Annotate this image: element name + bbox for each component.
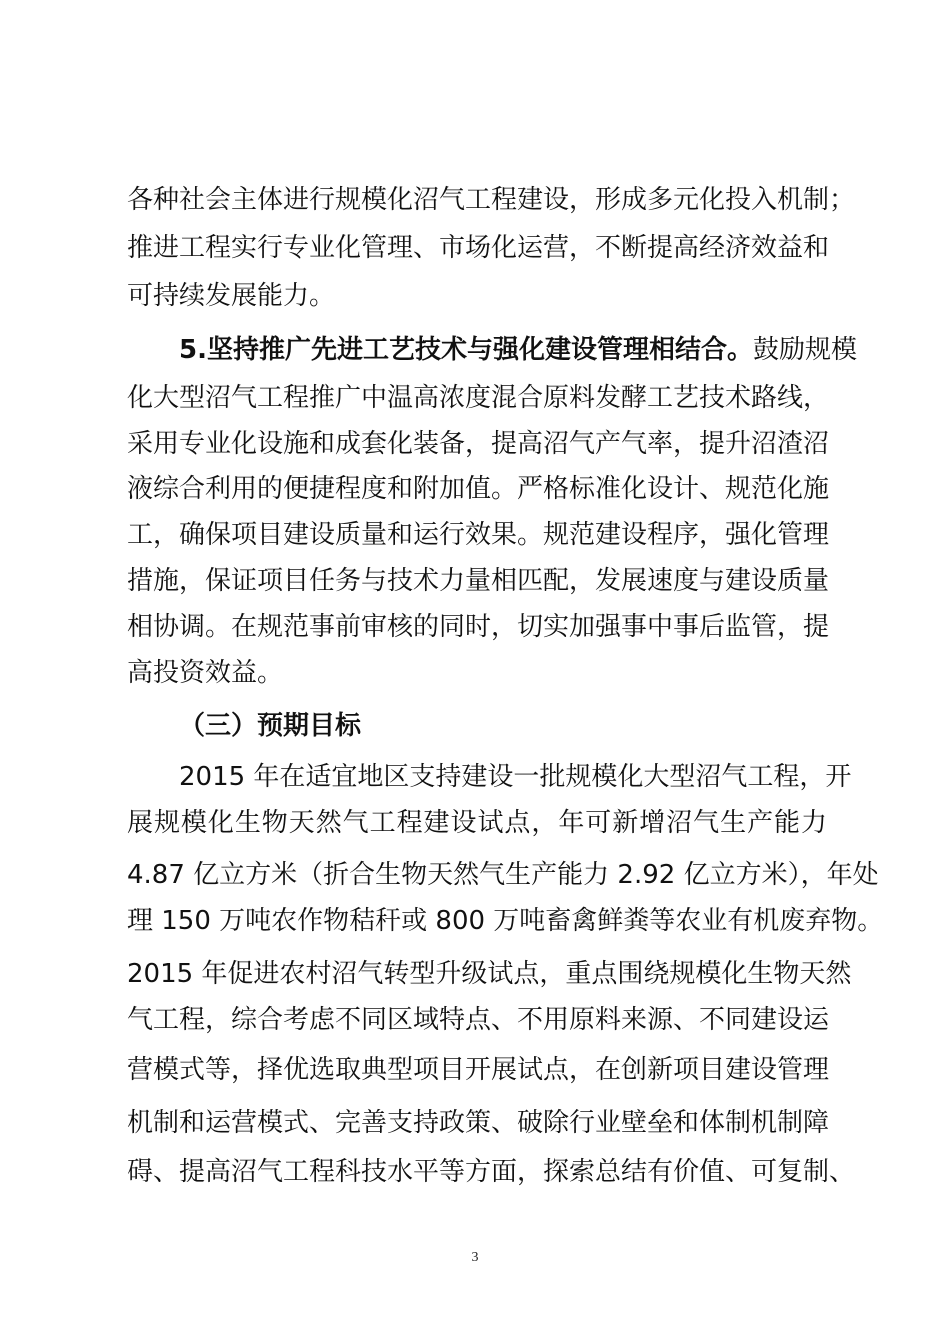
text-line: 展规模化生物天然气工程建设试点，年可新增沼气生产能力	[127, 808, 827, 838]
principle-5-paragraph-start	[179, 333, 857, 367]
text-line: 工，确保项目建设质量和运行效果。规范建设程序，强化管理	[127, 520, 830, 550]
page-number: 3	[471, 1250, 479, 1265]
text-line: 2015 年在适宜地区支持建设一批规模化大型沼气工程，开	[179, 762, 852, 792]
text-line: 推进工程实行专业化管理、市场化运营，不断提高经济效益和	[127, 233, 830, 263]
text-line: 高投资效益。	[127, 658, 284, 688]
text-line: 2015 年促进农村沼气转型升级试点，重点围绕规模化生物天然	[127, 959, 852, 989]
section-heading: （三）预期目标	[179, 711, 362, 741]
text-line: 4.87 亿立方米（折合生物天然气生产能力 2.92 亿立方米），年处	[127, 860, 879, 890]
text-line: 各种社会主体进行规模化沼气工程建设，形成多元化投入机制；	[127, 185, 856, 215]
text-line: 采用专业化设施和成套化装备，提高沼气产气率，提升沼渣沼	[127, 429, 830, 459]
text-line: 可持续发展能力。	[127, 281, 336, 311]
text-line: 理 150 万吨农作物秸秆或 800 万吨畜禽鲜粪等农业有机废弃物。	[127, 906, 884, 936]
text-line: 气工程，综合考虑不同区域特点、不用原料来源、不同建设运	[127, 1005, 830, 1035]
text-line: 化大型沼气工程推广中温高浓度混合原料发酵工艺技术路线，	[127, 383, 830, 413]
text-line: 碍、提高沼气工程科技水平等方面，探索总结有价值、可复制、	[127, 1157, 856, 1187]
principle-5-lead: 鼓励规模	[752, 335, 857, 365]
text-line: 液综合利用的便捷程度和附加值。严格标准化设计、规范化施	[127, 474, 830, 504]
text-line: 相协调。在规范事前审核的同时，切实加强事中事后监管，提	[127, 612, 830, 642]
text-line: 措施，保证项目任务与技术力量相匹配，发展速度与建设质量	[127, 566, 830, 596]
text-line: 营模式等，择优选取典型项目开展试点，在创新项目建设管理	[127, 1055, 830, 1085]
text-line: 机制和运营模式、完善支持政策、破除行业壁垒和体制机制障	[127, 1108, 830, 1138]
principle-5-heading: 5.坚持推广先进工艺技术与强化建设管理相结合。	[179, 335, 753, 365]
